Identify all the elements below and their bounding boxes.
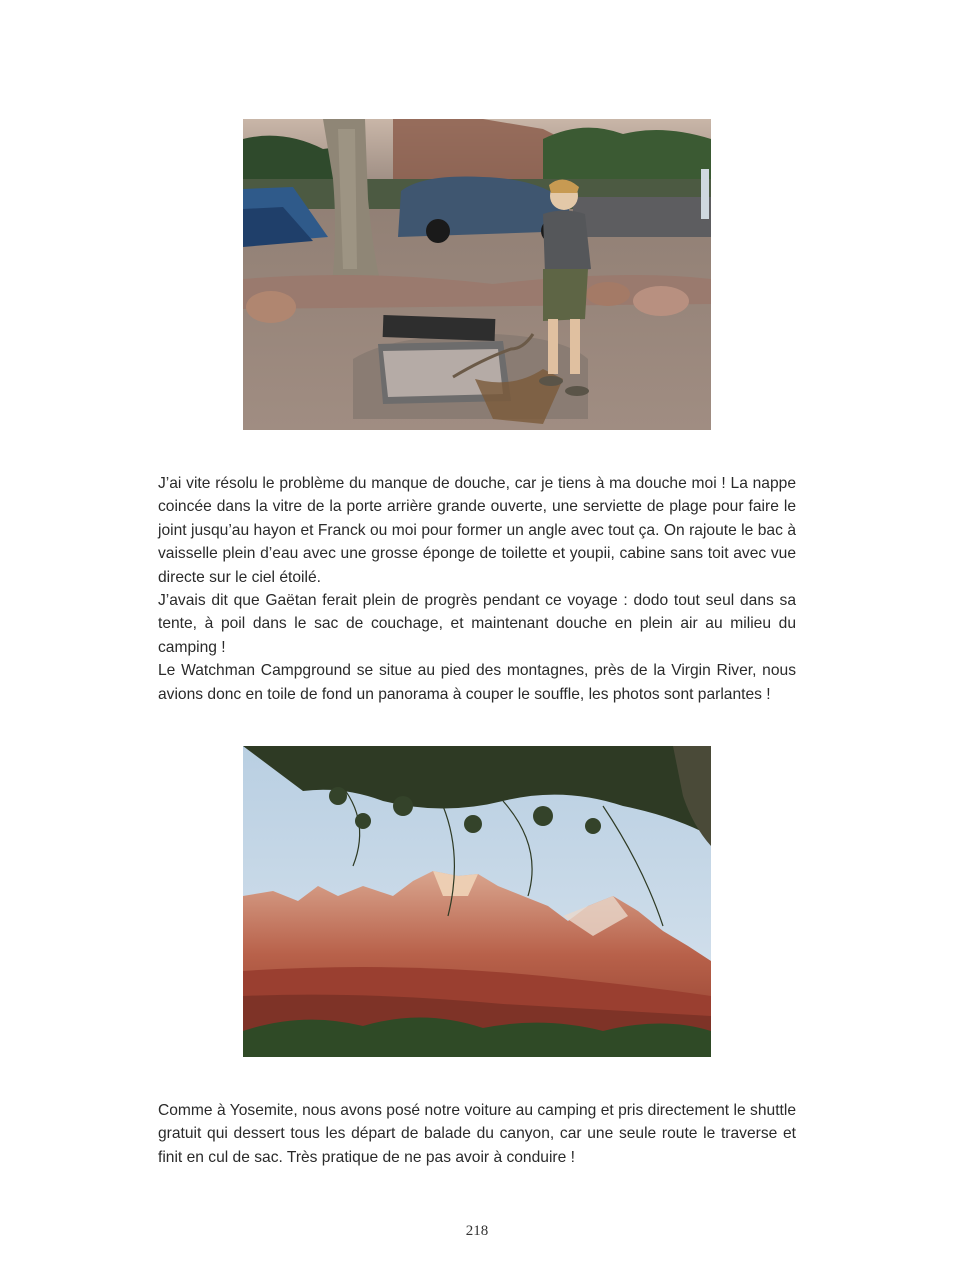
paragraph: Le Watchman Campground se situe au pied des montagnes, près de la Virgin River, nous avions donc en toile de fond un panorama à couper le souffle, les photos sont parlantes ! bbox=[158, 662, 796, 703]
mountain-photo-drawing bbox=[243, 746, 711, 1057]
mountain-photo bbox=[243, 746, 711, 1057]
paragraph: J’avais dit que Gaëtan ferait plein de progrès pendant ce voyage : dodo tout seul dans sa tente, à poil dans le sac de couchage, et maintenant douche en plein air au milieu du camping ! bbox=[158, 592, 796, 656]
paragraph: Comme à Yosemite, nous avons posé notre voiture au camping et pris directement le shuttle gratuit qui dessert tous les départ de balade du canyon, car une seule route le traverse et finit en cul de sac. Très pratique de ne pas avoir à conduire ! bbox=[158, 1102, 796, 1166]
campfire-photo-drawing bbox=[243, 119, 711, 430]
page-number: 218 bbox=[465, 1223, 489, 1239]
paragraph: J’ai vite résolu le problème du manque de douche, car je tiens à ma douche moi ! La nappe coincée dans la vitre de la porte arrière grande ouverte, une serviette de plage pour faire le joint jusqu’au hayon et Franck ou moi pour former un angle avec tout ça. On rajoute le bac à vaisselle plein d’eau avec une grosse éponge de toilette et youpii, cabine sans toit avec vue directe sur le ciel étoilé. bbox=[158, 475, 796, 586]
body-text-block-1 bbox=[158, 472, 796, 706]
campfire-photo bbox=[243, 119, 711, 430]
body-text-block-2 bbox=[158, 1099, 796, 1169]
